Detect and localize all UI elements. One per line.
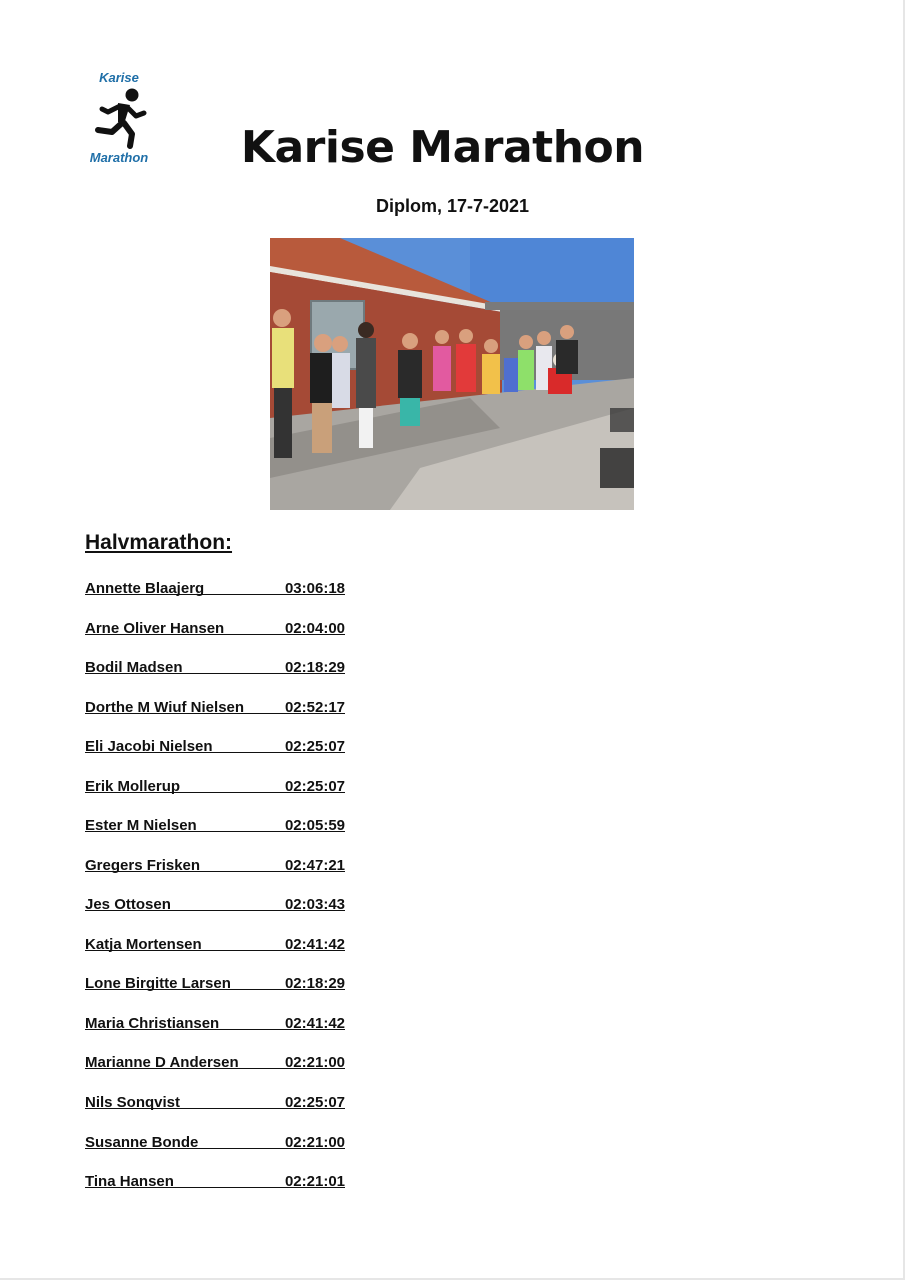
section-heading: Halvmarathon: [85,531,233,554]
runner-name: Erik Mollerup [85,778,181,795]
finish-time: 02:52:17 [284,699,345,716]
finish-time: 02:18:29 [284,975,345,992]
finish-time: 02:04:00 [284,620,345,637]
finish-time: 02:21:01 [284,1173,345,1190]
result-row [85,614,345,635]
page-title: Karise Marathon [240,122,645,173]
result-row [85,890,345,911]
runner-name: Lone Birgitte Larsen [85,975,231,992]
runner-name: Eli Jacobi Nielsen [85,738,213,755]
runner-name: Tina Hansen [85,1173,174,1190]
result-row [85,1128,345,1149]
finish-time: 02:25:07 [284,778,345,795]
logo-bottom-text: Marathon [89,150,149,165]
finish-time: 02:21:00 [284,1054,345,1071]
runner-name: Arne Oliver Hansen [85,620,225,637]
finish-time: 02:41:42 [284,1015,345,1032]
group-photo [270,238,634,510]
result-row [85,732,345,753]
finish-time: 02:47:21 [284,857,345,874]
runner-name: Bodil Madsen [85,659,183,676]
page-subtitle: Diplom, 17-7-2021 [375,196,530,216]
finish-time: 02:25:07 [284,1094,345,1111]
runner-name: Nils Sonqvist [85,1094,181,1111]
result-row [85,851,345,872]
finish-time: 02:41:42 [284,936,345,953]
runner-name: Ester M Nielsen [85,817,197,834]
result-row [85,969,345,990]
result-row [85,1167,345,1188]
result-row [85,653,345,674]
result-row [85,574,345,595]
finish-time: 02:03:43 [284,896,345,913]
runner-name: Dorthe M Wiuf Nielsen [85,699,245,716]
runner-name: Gregers Frisken [85,857,201,874]
runner-name: Susanne Bonde [85,1134,199,1151]
finish-time: 02:18:29 [284,659,345,676]
runner-name: Maria Christiansen [85,1015,220,1032]
result-row [85,772,345,793]
runner-name: Katja Mortensen [85,936,202,953]
result-row [85,1088,345,1109]
finish-time: 02:21:00 [284,1134,345,1151]
finish-time: 02:05:59 [284,817,345,834]
result-row [85,811,345,832]
group-photo-illustration [270,238,634,510]
result-row [85,1048,345,1069]
finish-time: 02:25:07 [284,738,345,755]
runner-name: Marianne D Andersen [85,1054,239,1071]
finish-time: 03:06:18 [284,580,345,597]
logo-top-text: Karise [99,70,139,85]
result-row [85,693,345,714]
runner-name: Jes Ottosen [85,896,171,913]
result-row [85,930,345,951]
result-row [85,1009,345,1030]
runner-name: Annette Blaajerg [85,580,205,597]
